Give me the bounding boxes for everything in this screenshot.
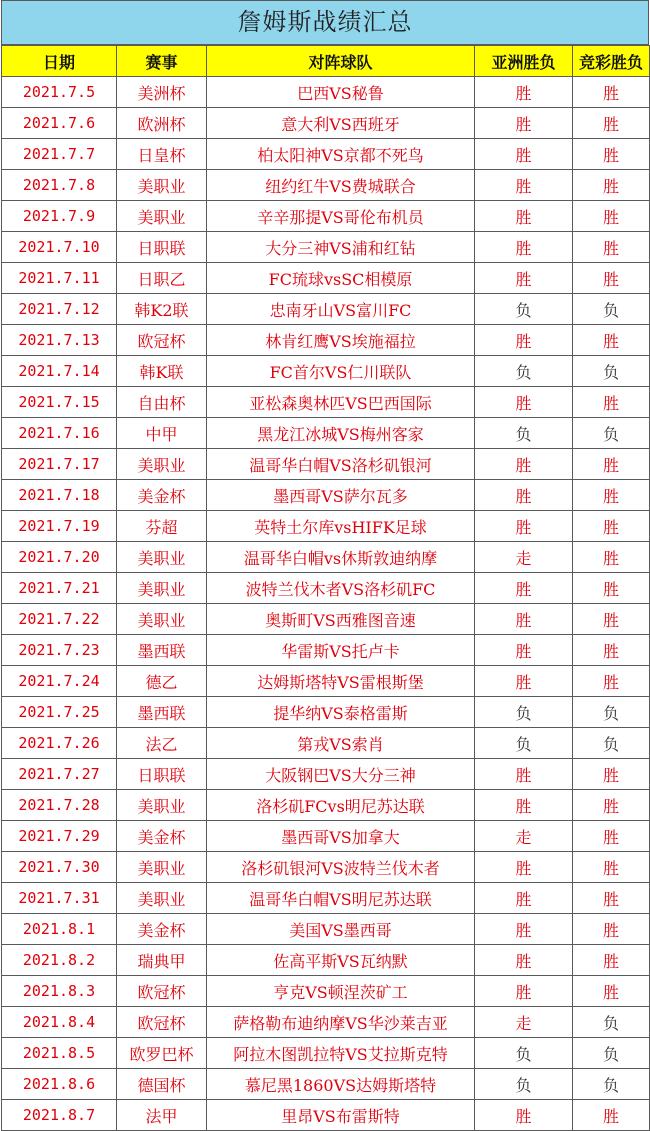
lottery-result-cell: 胜 xyxy=(573,263,650,294)
asia-result-cell: 胜 xyxy=(475,945,573,976)
table-row xyxy=(2,666,650,697)
match-cell: 亨克VS顿涅茨矿工 xyxy=(207,976,475,1007)
asia-result-cell: 胜 xyxy=(475,232,573,263)
date-cell: 2021.7.6 xyxy=(2,108,117,139)
lottery-result-cell: 胜 xyxy=(573,945,650,976)
match-cell: 林肯红鹰VS埃施福拉 xyxy=(207,325,475,356)
table-row xyxy=(2,697,650,728)
date-cell: 2021.7.11 xyxy=(2,263,117,294)
match-cell: 萨格勒布迪纳摩VS华沙莱吉亚 xyxy=(207,1007,475,1038)
league-cell: 欧洲杯 xyxy=(117,108,207,139)
header-date: 日期 xyxy=(2,46,117,77)
match-cell: 洛杉矶银河VS波特兰伐木者 xyxy=(207,852,475,883)
lottery-result-cell: 负 xyxy=(573,294,650,325)
match-cell: 慕尼黑1860VS达姆斯塔特 xyxy=(207,1069,475,1100)
table-row xyxy=(2,480,650,511)
date-cell: 2021.7.10 xyxy=(2,232,117,263)
lottery-result-cell: 胜 xyxy=(573,77,650,108)
lottery-result-cell: 负 xyxy=(573,1069,650,1100)
match-cell: 里昂VS布雷斯特 xyxy=(207,1100,475,1131)
asia-result-cell: 胜 xyxy=(475,759,573,790)
asia-result-cell: 走 xyxy=(475,542,573,573)
league-cell: 日职联 xyxy=(117,232,207,263)
table-row xyxy=(2,883,650,914)
asia-result-cell: 胜 xyxy=(475,1100,573,1131)
date-cell: 2021.7.14 xyxy=(2,356,117,387)
league-cell: 墨西联 xyxy=(117,697,207,728)
match-cell: 墨西哥VS加拿大 xyxy=(207,821,475,852)
table-row xyxy=(2,449,650,480)
asia-result-cell: 胜 xyxy=(475,976,573,1007)
date-cell: 2021.7.9 xyxy=(2,201,117,232)
lottery-result-cell: 负 xyxy=(573,697,650,728)
lottery-result-cell: 负 xyxy=(573,356,650,387)
table-row xyxy=(2,1038,650,1069)
table-row xyxy=(2,108,650,139)
date-cell: 2021.7.26 xyxy=(2,728,117,759)
league-cell: 美职业 xyxy=(117,542,207,573)
match-cell: 忠南牙山VS富川FC xyxy=(207,294,475,325)
lottery-result-cell: 胜 xyxy=(573,511,650,542)
asia-result-cell: 负 xyxy=(475,294,573,325)
lottery-result-cell: 胜 xyxy=(573,852,650,883)
date-cell: 2021.7.24 xyxy=(2,666,117,697)
match-cell: 大阪钢巴VS大分三神 xyxy=(207,759,475,790)
date-cell: 2021.7.21 xyxy=(2,573,117,604)
league-cell: 美职业 xyxy=(117,573,207,604)
date-cell: 2021.8.1 xyxy=(2,914,117,945)
lottery-result-cell: 负 xyxy=(573,728,650,759)
date-cell: 2021.7.30 xyxy=(2,852,117,883)
asia-result-cell: 负 xyxy=(475,418,573,449)
table-row xyxy=(2,945,650,976)
match-cell: 奥斯町VS西雅图音速 xyxy=(207,604,475,635)
league-cell: 韩K联 xyxy=(117,356,207,387)
league-cell: 中甲 xyxy=(117,418,207,449)
date-cell: 2021.7.22 xyxy=(2,604,117,635)
match-cell: 墨西哥VS萨尔瓦多 xyxy=(207,480,475,511)
date-cell: 2021.7.17 xyxy=(2,449,117,480)
asia-result-cell: 胜 xyxy=(475,139,573,170)
asia-result-cell: 胜 xyxy=(475,108,573,139)
date-cell: 2021.8.7 xyxy=(2,1100,117,1131)
league-cell: 瑞典甲 xyxy=(117,945,207,976)
date-cell: 2021.7.13 xyxy=(2,325,117,356)
asia-result-cell: 胜 xyxy=(475,635,573,666)
lottery-result-cell: 胜 xyxy=(573,790,650,821)
league-cell: 美洲杯 xyxy=(117,77,207,108)
match-cell: 提华纳VS泰格雷斯 xyxy=(207,697,475,728)
asia-result-cell: 胜 xyxy=(475,666,573,697)
date-cell: 2021.8.3 xyxy=(2,976,117,1007)
asia-result-cell: 胜 xyxy=(475,790,573,821)
lottery-result-cell: 胜 xyxy=(573,635,650,666)
match-cell: 巴西VS秘鲁 xyxy=(207,77,475,108)
date-cell: 2021.7.16 xyxy=(2,418,117,449)
date-cell: 2021.8.2 xyxy=(2,945,117,976)
match-cell: FC首尔VS仁川联队 xyxy=(207,356,475,387)
table-row xyxy=(2,821,650,852)
lottery-result-cell: 胜 xyxy=(573,821,650,852)
table-row xyxy=(2,790,650,821)
league-cell: 欧冠杯 xyxy=(117,976,207,1007)
date-cell: 2021.7.20 xyxy=(2,542,117,573)
sheet-title: 詹姆斯战绩汇总 xyxy=(1,1,649,45)
asia-result-cell: 负 xyxy=(475,1038,573,1069)
lottery-result-cell: 胜 xyxy=(573,759,650,790)
match-cell: 英特土尔库vsHIFK足球 xyxy=(207,511,475,542)
date-cell: 2021.8.6 xyxy=(2,1069,117,1100)
table-row xyxy=(2,604,650,635)
asia-result-cell: 胜 xyxy=(475,914,573,945)
date-cell: 2021.7.7 xyxy=(2,139,117,170)
lottery-result-cell: 胜 xyxy=(573,325,650,356)
league-cell: 美职业 xyxy=(117,604,207,635)
lottery-result-cell: 负 xyxy=(573,1007,650,1038)
asia-result-cell: 胜 xyxy=(475,201,573,232)
asia-result-cell: 负 xyxy=(475,356,573,387)
lottery-result-cell: 胜 xyxy=(573,480,650,511)
asia-result-cell: 胜 xyxy=(475,511,573,542)
table-row xyxy=(2,976,650,1007)
table-row xyxy=(2,1069,650,1100)
lottery-result-cell: 胜 xyxy=(573,387,650,418)
asia-result-cell: 胜 xyxy=(475,883,573,914)
match-cell: 辛辛那提VS哥伦布机员 xyxy=(207,201,475,232)
lottery-result-cell: 胜 xyxy=(573,170,650,201)
table-row xyxy=(2,356,650,387)
league-cell: 德乙 xyxy=(117,666,207,697)
table-row xyxy=(2,77,650,108)
lottery-result-cell: 胜 xyxy=(573,108,650,139)
match-cell: 亚松森奥林匹VS巴西国际 xyxy=(207,387,475,418)
match-cell: 温哥华白帽vs休斯敦迪纳摩 xyxy=(207,542,475,573)
league-cell: 美职业 xyxy=(117,790,207,821)
header-league: 赛事 xyxy=(117,46,207,77)
lottery-result-cell: 胜 xyxy=(573,976,650,1007)
header-asia-result: 亚洲胜负 xyxy=(475,46,573,77)
league-cell: 韩K2联 xyxy=(117,294,207,325)
match-cell: 美国VS墨西哥 xyxy=(207,914,475,945)
date-cell: 2021.7.18 xyxy=(2,480,117,511)
asia-result-cell: 胜 xyxy=(475,77,573,108)
date-cell: 2021.7.27 xyxy=(2,759,117,790)
table-row xyxy=(2,573,650,604)
lottery-result-cell: 胜 xyxy=(573,914,650,945)
match-cell: 阿拉木图凯拉特VS艾拉斯克特 xyxy=(207,1038,475,1069)
table-row xyxy=(2,852,650,883)
table-row xyxy=(2,387,650,418)
lottery-result-cell: 负 xyxy=(573,418,650,449)
league-cell: 日职联 xyxy=(117,759,207,790)
table-row xyxy=(2,542,650,573)
asia-result-cell: 胜 xyxy=(475,573,573,604)
date-cell: 2021.7.5 xyxy=(2,77,117,108)
league-cell: 日职乙 xyxy=(117,263,207,294)
league-cell: 美职业 xyxy=(117,883,207,914)
lottery-result-cell: 负 xyxy=(573,1038,650,1069)
league-cell: 芬超 xyxy=(117,511,207,542)
asia-result-cell: 负 xyxy=(475,728,573,759)
match-cell: 第戎VS索肖 xyxy=(207,728,475,759)
asia-result-cell: 走 xyxy=(475,821,573,852)
asia-result-cell: 胜 xyxy=(475,387,573,418)
table-row xyxy=(2,418,650,449)
asia-result-cell: 胜 xyxy=(475,325,573,356)
table-row xyxy=(2,1100,650,1131)
lottery-result-cell: 胜 xyxy=(573,573,650,604)
match-cell: 柏太阳神VS京都不死鸟 xyxy=(207,139,475,170)
results-table xyxy=(1,45,650,1131)
match-cell: 大分三神VS浦和红钻 xyxy=(207,232,475,263)
league-cell: 欧罗巴杯 xyxy=(117,1038,207,1069)
league-cell: 美金杯 xyxy=(117,914,207,945)
header-match: 对阵球队 xyxy=(207,46,475,77)
league-cell: 美职业 xyxy=(117,852,207,883)
table-row xyxy=(2,1007,650,1038)
league-cell: 德国杯 xyxy=(117,1069,207,1100)
date-cell: 2021.7.23 xyxy=(2,635,117,666)
lottery-result-cell: 胜 xyxy=(573,232,650,263)
match-cell: 温哥华白帽VS明尼苏达联 xyxy=(207,883,475,914)
date-cell: 2021.7.19 xyxy=(2,511,117,542)
match-cell: 华雷斯VS托卢卡 xyxy=(207,635,475,666)
match-cell: 温哥华白帽VS洛杉矶银河 xyxy=(207,449,475,480)
match-cell: 波特兰伐木者VS洛杉矶FC xyxy=(207,573,475,604)
asia-result-cell: 负 xyxy=(475,697,573,728)
table-row xyxy=(2,232,650,263)
asia-result-cell: 胜 xyxy=(475,170,573,201)
asia-result-cell: 胜 xyxy=(475,480,573,511)
league-cell: 法乙 xyxy=(117,728,207,759)
league-cell: 美职业 xyxy=(117,170,207,201)
league-cell: 美金杯 xyxy=(117,480,207,511)
league-cell: 美职业 xyxy=(117,201,207,232)
match-cell: 达姆斯塔特VS雷根斯堡 xyxy=(207,666,475,697)
asia-result-cell: 胜 xyxy=(475,852,573,883)
date-cell: 2021.7.8 xyxy=(2,170,117,201)
lottery-result-cell: 胜 xyxy=(573,139,650,170)
league-cell: 欧冠杯 xyxy=(117,325,207,356)
asia-result-cell: 胜 xyxy=(475,263,573,294)
league-cell: 美职业 xyxy=(117,449,207,480)
league-cell: 自由杯 xyxy=(117,387,207,418)
date-cell: 2021.7.25 xyxy=(2,697,117,728)
header-row xyxy=(2,46,650,77)
table-row xyxy=(2,201,650,232)
lottery-result-cell: 胜 xyxy=(573,1100,650,1131)
asia-result-cell: 胜 xyxy=(475,604,573,635)
lottery-result-cell: 胜 xyxy=(573,542,650,573)
lottery-result-cell: 胜 xyxy=(573,666,650,697)
table-row xyxy=(2,728,650,759)
results-sheet xyxy=(1,0,649,1131)
lottery-result-cell: 胜 xyxy=(573,449,650,480)
league-cell: 美金杯 xyxy=(117,821,207,852)
match-cell: 意大利VS西班牙 xyxy=(207,108,475,139)
table-row xyxy=(2,635,650,666)
asia-result-cell: 胜 xyxy=(475,449,573,480)
table-row xyxy=(2,511,650,542)
table-row xyxy=(2,914,650,945)
date-cell: 2021.7.31 xyxy=(2,883,117,914)
table-row xyxy=(2,759,650,790)
table-row xyxy=(2,139,650,170)
date-cell: 2021.7.12 xyxy=(2,294,117,325)
league-cell: 欧冠杯 xyxy=(117,1007,207,1038)
lottery-result-cell: 胜 xyxy=(573,604,650,635)
header-lottery-result: 竞彩胜负 xyxy=(573,46,650,77)
table-body xyxy=(2,77,650,1131)
league-cell: 墨西联 xyxy=(117,635,207,666)
table-row xyxy=(2,294,650,325)
date-cell: 2021.7.29 xyxy=(2,821,117,852)
match-cell: 洛杉矶FCvs明尼苏达联 xyxy=(207,790,475,821)
match-cell: 佐高平斯VS瓦纳默 xyxy=(207,945,475,976)
date-cell: 2021.7.15 xyxy=(2,387,117,418)
asia-result-cell: 走 xyxy=(475,1007,573,1038)
date-cell: 2021.8.5 xyxy=(2,1038,117,1069)
match-cell: 纽约红牛VS费城联合 xyxy=(207,170,475,201)
date-cell: 2021.7.28 xyxy=(2,790,117,821)
league-cell: 日皇杯 xyxy=(117,139,207,170)
match-cell: 黑龙江冰城VS梅州客家 xyxy=(207,418,475,449)
lottery-result-cell: 胜 xyxy=(573,201,650,232)
table-row xyxy=(2,170,650,201)
table-row xyxy=(2,263,650,294)
league-cell: 法甲 xyxy=(117,1100,207,1131)
lottery-result-cell: 胜 xyxy=(573,883,650,914)
asia-result-cell: 负 xyxy=(475,1069,573,1100)
table-row xyxy=(2,325,650,356)
date-cell: 2021.8.4 xyxy=(2,1007,117,1038)
match-cell: FC琉球vsSC相模原 xyxy=(207,263,475,294)
